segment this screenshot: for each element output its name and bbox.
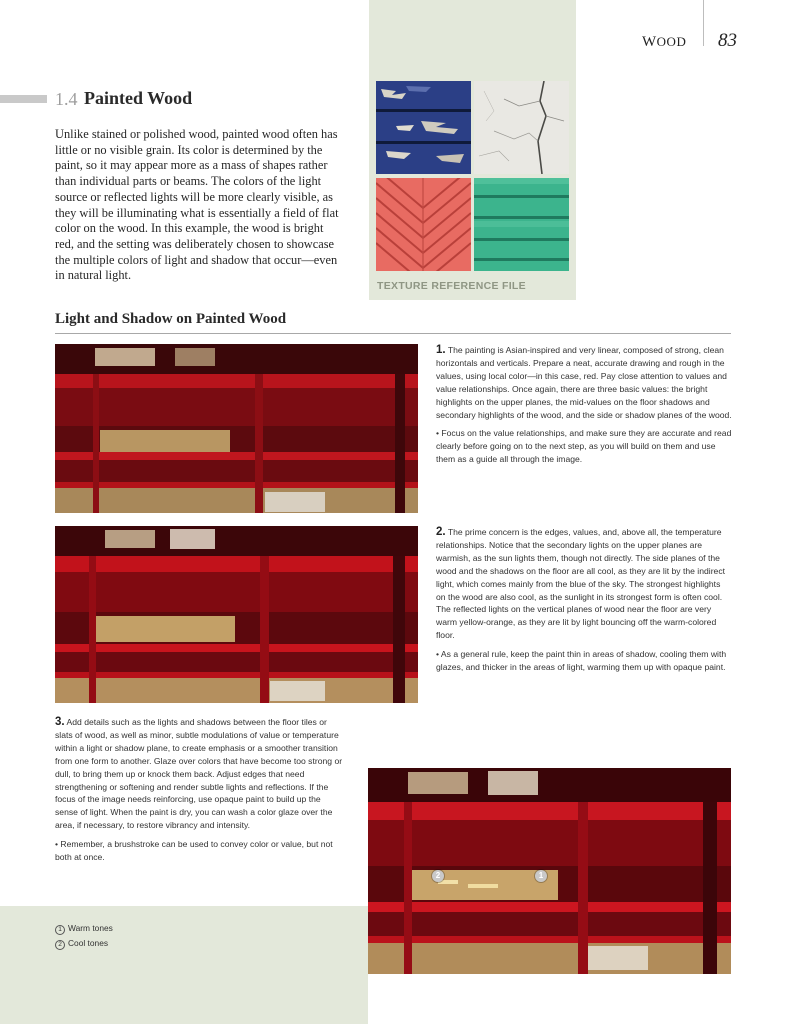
legend-marker: 2 bbox=[55, 940, 65, 950]
main-heading: Light and Shadow on Painted Wood bbox=[55, 311, 287, 327]
texture-cracked-white-paint bbox=[474, 81, 569, 174]
marker-warm-tones: 1 bbox=[535, 870, 547, 882]
texture-green-painted-planks bbox=[474, 178, 569, 271]
step-2-text bbox=[436, 526, 732, 680]
step-1-text bbox=[436, 344, 732, 472]
legend-label: Cool tones bbox=[68, 938, 109, 948]
step-2-number: 2. bbox=[436, 526, 446, 538]
step-2-body: The prime concern is the edges, values, and, above all, the temperature relationships. Notice that the secondary lights on the upper planes are warmish, as the sun lights them, though not directly. The side planes of the wood and the shadows on the floor are all cool, as they are lit by the indirect light, which comes mainly from the blue of the sky. The strongest highlights on the wood are also cool, as the sunlight in its strongest form is often cool. The reflected lights on the vertical planes of wood near the floor are very warm yellow-orange, as they are lit by light bouncing off the warm-colored floor. bbox=[436, 527, 726, 641]
painting-step-2 bbox=[55, 526, 418, 703]
header-divider bbox=[703, 0, 704, 46]
legend-item-warm bbox=[55, 923, 113, 935]
step-2-note: • As a general rule, keep the paint thin in areas of shadow, cooling them with glazes, and thicker in the areas of light, warming them up with opaque paint. bbox=[436, 649, 727, 673]
step-3-note: • Remember, a brushstroke can be used to convey color or value, but not both at once. bbox=[55, 839, 333, 863]
texture-caption: TEXTURE REFERENCE FILE bbox=[377, 280, 526, 292]
section-title: Painted Wood bbox=[84, 88, 193, 108]
legend-marker: 1 bbox=[55, 925, 65, 935]
texture-peeling-blue-paint bbox=[376, 81, 471, 174]
step-1-body: The painting is Asian-inspired and very linear, composed of strong, clean horizontals and verticals. Prepare a neat, accurate drawing and rough in the values, using local color—in this case, red. Pay close attention to values and value relationships. Once again, there are three basic values: the bright highlights on the upper planes, the mid-values on the floor shadows and secondary highlights of the wood, and the side or shadow planes of the wood. bbox=[436, 345, 732, 420]
intro-paragraph: Unlike stained or polished wood, painted wood often has little or no visible grain. Its color is determined by the paint, so it may appear more as a mass of shapes rather than individual parts or beams. The colors of the light source or reflected lights will be more clearly visible, as they will be illuminating what is essentially a field of flat color on the wood. In this example, the wood is bright red, and the setting was deliberately chosen to showcase the multiple colors of light and shadow that occur—even in natural light. bbox=[55, 127, 339, 283]
legend-item-cool bbox=[55, 938, 108, 950]
texture-red-chevron-boards bbox=[376, 178, 471, 271]
page-number: 83 bbox=[718, 30, 737, 51]
painting-step-1 bbox=[55, 344, 418, 513]
step-3-number: 3. bbox=[55, 716, 65, 728]
running-head: WOOD bbox=[642, 34, 687, 50]
step-1-number: 1. bbox=[436, 344, 446, 356]
step-3-body: Add details such as the lights and shadows between the floor tiles or slats of wood, as well as minor, subtle modulations of value or temperature within a light or shadow plane, to create emphasis or a smoother transition from one form to another. Glaze over colors that have become too strong or dull, to bring them up or knock them back. Adjust edges that need strengthening or softening and render subtle lights and reflections. If the focus of the image needs reinforcing, use opaque paint to build up the sense of light. When the paint is dry, you can wash a color glaze over the area, if necessary, to restore vibrancy and intensity. bbox=[55, 717, 343, 831]
legend-label: Warm tones bbox=[68, 923, 113, 933]
section-number: 1.4 bbox=[55, 89, 78, 109]
heading-rule bbox=[55, 333, 731, 334]
marker-cool-tones: 2 bbox=[432, 870, 444, 882]
step-1-note: • Focus on the value relationships, and make sure they are accurate and read clearly before going on to the next step, as you will build on them and use them as a guide all through the image. bbox=[436, 428, 732, 465]
painting-step-3 bbox=[368, 768, 731, 974]
section-bar bbox=[0, 95, 47, 103]
step-3-text bbox=[55, 716, 345, 870]
